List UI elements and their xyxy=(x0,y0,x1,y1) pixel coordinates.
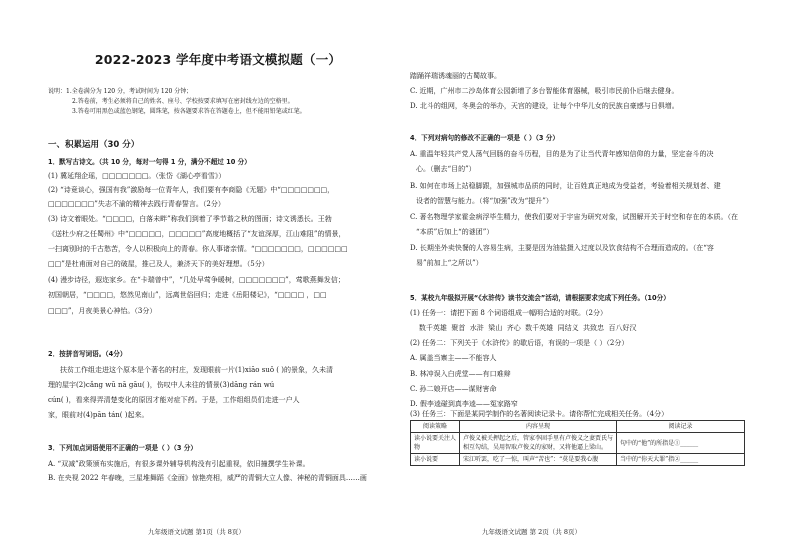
table-header-cell: 阅读记录 xyxy=(617,421,745,433)
answer-blank-cell[interactable]: 句中的“他”的所指是①______ xyxy=(617,433,745,454)
page-footer: 九年级语文试题 第1页（共 8页） xyxy=(148,528,245,536)
question-5-line: (3) 任务三：下面是某同学制作的名著阅读记录卡。请你帮忙完成相关任务。（4分） xyxy=(410,410,669,418)
question-1-line: (4) 漫步诗径，遐迩家乡。在“卡瑞曾中”，“几处早莺争暖树，□□□□□□□”，莺歌燕舞发信； xyxy=(48,276,345,284)
question-2-line: cún( )，看来得弄清楚变化的原因才能对症下药。于是，工作组组员们走进一户人 xyxy=(48,396,300,404)
table-header-cell: 内容呈现 xyxy=(460,421,617,433)
reading-record-table xyxy=(410,420,745,466)
question-1-line: 一扫离别时的千古愁苦，令人以积极向上的青春。你人事诸亲情。“□□□□□□□，□□□□□□ xyxy=(48,245,348,253)
question-3-option: D. 北斗的组网，冬奥会的举办，天宫的建设，让每个中华儿女的民族自豪感与日俱增。 xyxy=(410,102,679,110)
left-page xyxy=(48,0,388,550)
page-footer: 九年级语文试题 第 2页（共 8页） xyxy=(482,528,581,536)
question-1-line: (3) 诗文着眼处。“□□□□，白落未畔”称我们到着了季节谐之秋的图面；诗文诱悉长。王勃 xyxy=(48,215,332,223)
question-1-line: 初国朝居，“□□□□，悠然见南山”，远离世俗回归；走进《岳阳楼记》，“□□□□ ，□□ xyxy=(48,291,327,299)
question-4-heading: 4．下列对病句的修改不正确的一项是（ ）（3 分） xyxy=(410,134,559,142)
question-2-line: 家，眼前对(4)pān tán( )起来。 xyxy=(48,411,149,419)
table-header-row xyxy=(411,421,745,433)
question-3-continued: 踏踊祥瑞诱魂丽的古蜀故事。 xyxy=(410,72,501,80)
question-4-line: B. 如何在市场上站稳脚跟，加强城市品质的同时，让百姓真正地成为受益者，考验着相关规划者、建 xyxy=(410,182,721,190)
question-1-line: □□”是杜甫面对自己的破屋，推己及人，兼济天下的美好理想。（5分） xyxy=(48,260,269,268)
question-4-line: C. 著名物理学家霍金病浮毕生精力，使我们要对于宇宙为研究对象，试图解开关于时空和存在的本质。（在 xyxy=(410,213,739,221)
question-2-line: 理的屋宇(2)cǎng wū nā gāu( )，伤叹中人未往的情景(3)dāng rán wú xyxy=(48,381,275,389)
question-4-line: 心。（删去“目的”） xyxy=(416,165,476,173)
question-3-option: A. “双减”政策颁布实施后，有很多课外辅导机构没有引起重视，依旧撞撰学生补课。 xyxy=(48,460,310,468)
table-row xyxy=(411,433,745,454)
table-cell: 读小说要关注人物 xyxy=(411,433,460,454)
table-cell: 读小说要 xyxy=(411,454,460,466)
question-4-line: A. 重温年轻共产党人荡气回肠的奋斗历程，目的是为了让当代青年感知信仰的力量，坚定奋斗的决 xyxy=(410,150,714,158)
question-3-option: C. 近期，广州市二沙岛体育公园新增了多台智能体育器械，吸引市民前仆后继去健身。 xyxy=(410,87,679,95)
question-2-line: 扶贫工作组走进这个原本是个著名的村庄，发现眼前一片(1)xiāo suǒ ( )的景象，久未清 xyxy=(60,366,333,374)
question-5-line: (2) 任务二：下列关于《水浒传》的歇后语，有误的一项是（ ）（2分） xyxy=(410,339,629,347)
question-1-heading: 1．默写古诗文。（共 10 分，每对一句得 1 分，满分不超过 10 分） xyxy=(48,158,251,166)
question-5-heading: 5．某校九年级拟开展“《水浒传》读书交流会”活动，请根据要求完成下列任务。（10分） xyxy=(410,294,670,302)
answer-blank-cell[interactable]: 当中的“你天大罪”指②______ xyxy=(617,454,745,466)
question-2-heading: 2．按拼音写词语。（4分） xyxy=(48,350,127,358)
question-1-line: (2) “诗竟谈心，强国有我”激励每一位青年人，我们要有李商隐《无题》中“□□□□□□□， xyxy=(48,186,335,194)
question-1-line: □□□”，月夜美景心神怡。（3分） xyxy=(48,307,157,315)
question-5-option: B. 林冲误入白虎堂——有口难辩 xyxy=(410,370,511,378)
question-3-option: B. 在央视 2022 年春晚，三星堆舞蹈《金面》惊艳亮相，威严的青铜大立人像、神秘的青铜面具……画 xyxy=(48,474,367,482)
question-5-option: A. 属盖当寨主——不能容人 xyxy=(410,354,497,362)
question-4-line: D. 长期坐外卖快餐的人容易生病，主要是因为油盐摄入过度以及饮食结构不合理而造成的。（在“容 xyxy=(410,244,714,252)
question-5-option: D. 假李逵碰到真李逵——冤家路窄 xyxy=(410,400,518,408)
right-page xyxy=(410,0,755,550)
table-cell: 卢俊义被关押起之后，管家李固手里有卢俊义之妻贾氏与相互勾结，吴用智取卢俊义的家财，又将他逼上梁山。 xyxy=(460,433,617,454)
table-header-cell: 阅读策略 xyxy=(411,421,460,433)
question-4-line: 设者的智慧与能力。（将“加强”改为“提升”） xyxy=(416,197,553,205)
exam-title: 2022-2023 学年度中考语文模拟题（一） xyxy=(94,52,342,67)
question-1-line: □□□□□□□”失志不渝的精神去践行青春誓言。（2分） xyxy=(48,200,225,208)
question-5-word-bank: 数千英雄 聚首 水浒 梁山 齐心 数千英雄 同结义 共致忠 百八好汉 xyxy=(410,324,637,332)
question-1-line: 《送杜少府之任蜀州》中“□□□□□，□□□□□”高度地概括了“友谊深厚，江山难阻”的情景， xyxy=(48,230,346,238)
question-5-line: (1) 任务一：请把下面 8 个词语组成一幅明合适的对联。（2分） xyxy=(410,309,607,317)
instruction-line: 3.答卷可用黑色或蓝色钢笔，圆珠笔，按各题要求答在答题卷上，但不能用铅笔或红笔。 xyxy=(72,108,306,115)
table-row xyxy=(411,454,745,466)
question-4-line: “本质”后加上“的谜团”） xyxy=(416,228,494,236)
question-4-line: 易”前加上“之所以”） xyxy=(416,259,483,267)
instruction-line: 说明：1.全卷满分为 120 分，考试时间为 120 分钟； xyxy=(48,88,193,95)
question-3-heading: 3．下列加点词语使用不正确的一项是（ ）（3 分） xyxy=(48,444,197,452)
question-1-line: (1) 冀延翔企瑶，□□□□□□□。（张岱《湖心亭看雪》） xyxy=(48,172,226,180)
table-cell: 宋江听罢，吃了一惊，叫声“苦也”：“莫是要我心腹 xyxy=(460,454,617,466)
question-5-option: C. 孙二娘开店——谋财害命 xyxy=(410,385,497,393)
instruction-line: 2.答卷前，考生必须将自己的姓名、座号、学校按要求填写在密封线左边的空格里。 xyxy=(72,98,294,105)
section-heading: 一、积累运用（30 分） xyxy=(48,140,140,150)
